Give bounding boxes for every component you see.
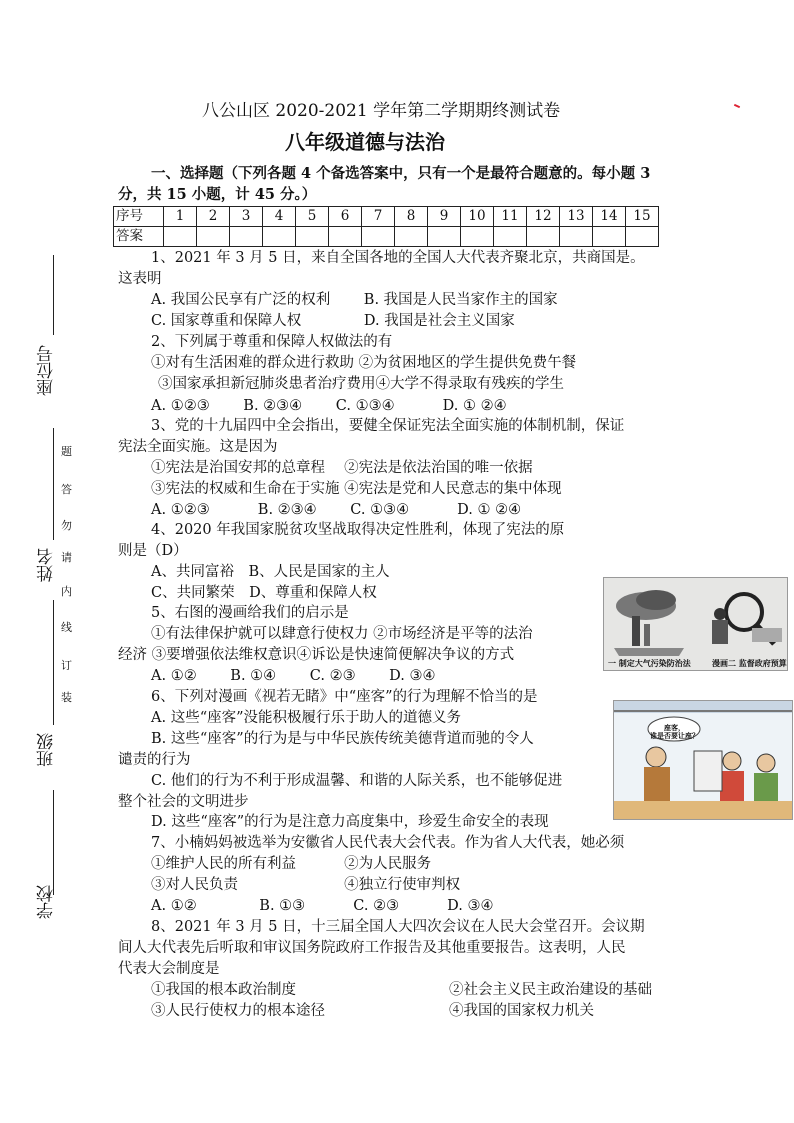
answer-cell[interactable] xyxy=(296,227,329,247)
table-cell: 10 xyxy=(461,207,494,227)
table-cell: 2 xyxy=(197,207,230,227)
q8-stem-cont2: 代表大会制度是 xyxy=(118,961,220,977)
q6-option-c-cont: 整个社会的文明进步 xyxy=(118,794,249,810)
q2-stem: 2、下列属于尊重和保障人权做法的有 xyxy=(151,334,393,350)
seat-fill-line[interactable] xyxy=(53,255,54,335)
table-cell: 8 xyxy=(395,207,428,227)
table-row xyxy=(114,227,659,247)
table-cell: 14 xyxy=(593,207,626,227)
table-row xyxy=(114,207,659,227)
q6-stem: 6、下列对漫画《视若无睹》中“座客”的行为理解不恰当的是 xyxy=(151,689,538,705)
seal-char: 请 xyxy=(61,551,72,564)
q3-item-12: ①宪法是治国安邦的总章程 ②宪法是依法治国的唯一依据 xyxy=(151,460,533,476)
q6-option-b-cont: 谴责的行为 xyxy=(118,752,191,768)
q1-stem-cont: 这表明 xyxy=(118,271,162,287)
q7-options: A. ①② B. ①③ C. ②③ D. ③④ xyxy=(151,898,494,914)
q8-stem: 8、2021 年 3 月 5 日，十三届全国人大四次会议在人民大会堂召开。会议期 xyxy=(151,919,645,935)
answer-cell[interactable] xyxy=(527,227,560,247)
answer-cell[interactable] xyxy=(461,227,494,247)
q6-option-d: D. 这些“座客”的行为是注意力高度集中，珍爱生命安全的表现 xyxy=(151,814,549,830)
q5-stem: 5、右图的漫画给我们的启示是 xyxy=(151,605,349,621)
table-cell: 9 xyxy=(428,207,461,227)
cartoon-law-image xyxy=(603,577,788,671)
answer-cell[interactable] xyxy=(626,227,659,247)
seal-char: 线 xyxy=(61,621,72,634)
school-label: 学校 xyxy=(37,885,57,919)
cartoon-law-drawing xyxy=(604,578,787,670)
class-fill-line[interactable] xyxy=(53,600,54,725)
q2-options: A. ①②③ B. ②③④ C. ①③④ D. ① ②④ xyxy=(151,398,507,414)
q7-item-12: ①维护人民的所有利益 ②为人民服务 xyxy=(151,856,432,872)
q3-stem: 3、党的十九届四中全会指出，要健全保证宪法全面实施的体制机制，保证 xyxy=(151,418,625,434)
table-cell: 1 xyxy=(164,207,197,227)
answer-cell[interactable] xyxy=(395,227,428,247)
section-heading-line1: 一、选择题（下列各题 4 个备选答案中，只有一个是最符合题意的。每小题 3 xyxy=(151,165,651,182)
table-cell: 11 xyxy=(494,207,527,227)
cartoon-law-caption-left: 一 制定大气污染防治法 xyxy=(608,658,691,668)
school-fill-line[interactable] xyxy=(53,790,54,895)
class-label: 班级 xyxy=(37,733,57,767)
answer-cell[interactable] xyxy=(362,227,395,247)
q7-item-34: ③对人民负责 ④独立行使审判权 xyxy=(151,877,461,893)
cartoon-law-caption-right: 漫画二 监督政府预算 xyxy=(712,658,787,668)
table-cell: 13 xyxy=(560,207,593,227)
table-cell: 6 xyxy=(329,207,362,227)
q3-stem-cont: 宪法全面实施。这是因为 xyxy=(118,439,278,455)
q8-item-1: ①我国的根本政治制度 xyxy=(151,982,296,998)
name-fill-line[interactable] xyxy=(53,428,54,540)
table-header-number: 序号 xyxy=(114,207,164,227)
red-mark xyxy=(734,104,740,108)
answer-cell[interactable] xyxy=(560,227,593,247)
q2-item-34: ③国家承担新冠肺炎患者治疗费用④大学不得录取有残疾的学生 xyxy=(158,376,564,392)
section-heading-line2: 分，共 15 小题，计 45 分。） xyxy=(118,186,317,203)
answer-table xyxy=(113,206,659,247)
q2-item-12: ①对有生活困难的群众进行救助 ②为贫困地区的学生提供免费午餐 xyxy=(151,355,577,371)
q3-item-34: ③宪法的权威和生命在于实施 ④宪法是党和人民意志的集中体现 xyxy=(151,481,562,497)
q5-item-12: ①有法律保护就可以肆意行使权力 ②市场经济是平等的法治 xyxy=(151,626,533,642)
q1-options-cd: C. 国家尊重和保障人权 D. 我国是社会主义国家 xyxy=(151,313,515,329)
cartoon-seat-drawing xyxy=(614,701,792,819)
exam-title: 八公山区 2020-2021 学年第二学期期终测试卷 xyxy=(202,101,561,121)
cartoon-seat-bubble: 座客， 谁是否要让座？ xyxy=(650,723,699,740)
seal-char: 订 xyxy=(61,659,72,672)
seal-char: 勿 xyxy=(61,519,72,532)
table-cell: 3 xyxy=(230,207,263,227)
table-cell: 5 xyxy=(296,207,329,227)
answer-cell[interactable] xyxy=(329,227,362,247)
q8-item-4: ④我国的国家权力机关 xyxy=(449,1003,594,1019)
q8-item-2: ②社会主义民主政治建设的基础 xyxy=(449,982,652,998)
q8-stem-cont1: 间人大代表先后听取和审议国务院政府工作报告及其他重要报告。这表明，人民 xyxy=(118,940,626,956)
seal-char: 内 xyxy=(61,585,72,598)
seal-char: 答 xyxy=(61,483,72,496)
q6-option-b: B. 这些“座客”的行为是与中华民族传统美德背道而驰的令人 xyxy=(151,731,534,747)
answer-cell[interactable] xyxy=(263,227,296,247)
seat-label: 座位号 xyxy=(37,345,57,396)
q4-options-cd: C、共同繁荣 D、尊重和保障人权 xyxy=(151,585,377,601)
q6-option-a: A. 这些“座客”没能积极履行乐于助人的道德义务 xyxy=(151,710,462,726)
q1-options-ab: A. 我国公民享有广泛的权利 B. 我国是人民当家作主的国家 xyxy=(151,292,558,308)
answer-cell[interactable] xyxy=(428,227,461,247)
answer-cell[interactable] xyxy=(593,227,626,247)
q4-stem: 4、2020 年我国家脱贫攻坚战取得决定性胜利，体现了宪法的原 xyxy=(151,522,565,538)
subject-title: 八年级道德与法治 xyxy=(285,130,445,154)
q8-item-3: ③人民行使权力的根本途径 xyxy=(151,1003,325,1019)
q6-option-c: C. 他们的行为不利于形成温馨、和谐的人际关系，也不能够促进 xyxy=(151,773,563,789)
answer-cell[interactable] xyxy=(197,227,230,247)
table-cell: 15 xyxy=(626,207,659,227)
q4-options-ab: A、共同富裕 B、人民是国家的主人 xyxy=(151,564,390,580)
seal-char: 装 xyxy=(61,691,72,704)
answer-cell[interactable] xyxy=(164,227,197,247)
q4-stem-cont: 则是（D） xyxy=(118,543,188,559)
q1-stem: 1、2021 年 3 月 5 日，来自全国各地的全国人大代表齐聚北京，共商国是。 xyxy=(151,250,645,266)
q5-options: A. ①② B. ①④ C. ②③ D. ③④ xyxy=(151,668,436,684)
seal-char: 题 xyxy=(61,445,72,458)
answer-cell[interactable] xyxy=(494,227,527,247)
cartoon-seat-image xyxy=(613,700,793,820)
name-label: 姓名 xyxy=(37,548,57,582)
table-cell: 7 xyxy=(362,207,395,227)
table-header-answer: 答案 xyxy=(114,227,164,247)
table-cell: 4 xyxy=(263,207,296,227)
q5-item-34: 经济 ③要增强依法维权意识④诉讼是快速简便解决争议的方式 xyxy=(118,647,515,663)
answer-cell[interactable] xyxy=(230,227,263,247)
table-cell: 12 xyxy=(527,207,560,227)
q3-options: A. ①②③ B. ②③④ C. ①③④ D. ① ②④ xyxy=(151,502,522,518)
q7-stem: 7、小楠妈妈被选举为安徽省人民代表大会代表。作为省人大代表，她必须 xyxy=(151,835,625,851)
